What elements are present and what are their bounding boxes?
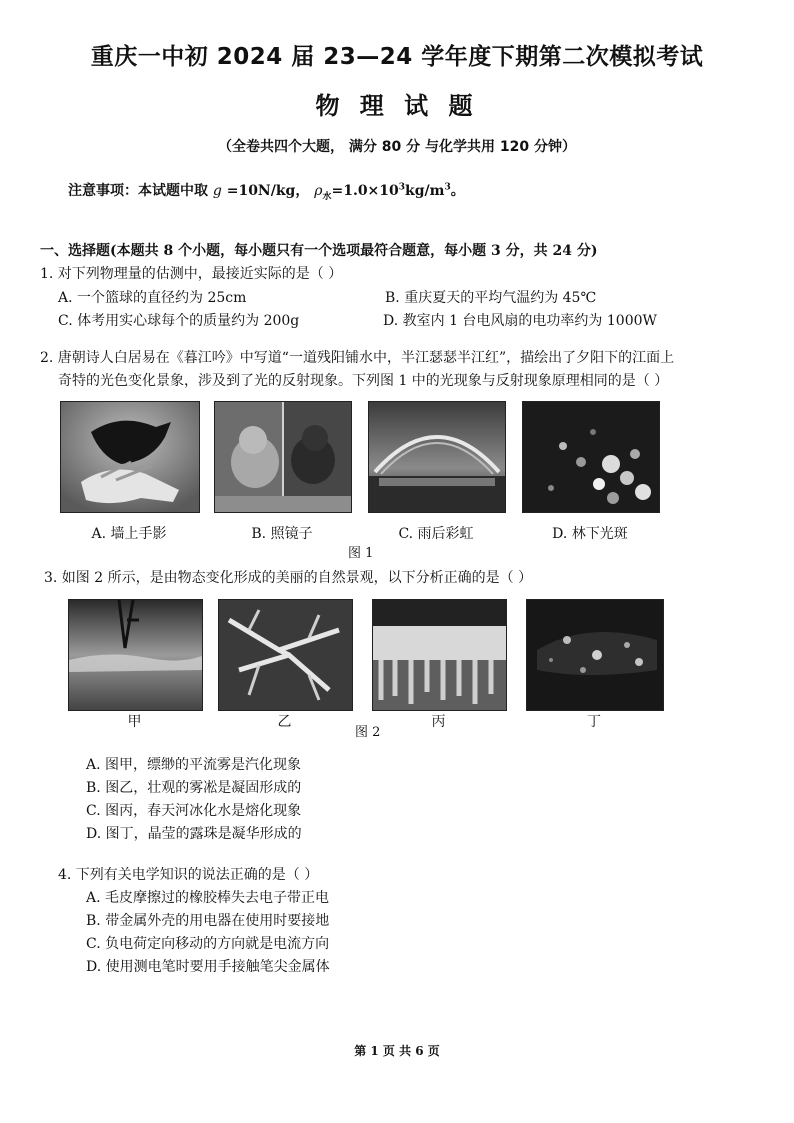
rime-photo	[218, 599, 353, 711]
question-2-stem-line1: 2. 唐朝诗人白居易在《暮江吟》中写道“一道残阳铺水中，半江瑟瑟半江红”，描绘出了夕阳下的江面上	[40, 350, 675, 366]
fig2-caption-ding: 丁	[587, 714, 601, 730]
question-1-stem: 1. 对下列物理量的估测中，最接近实际的是（ ）	[40, 266, 343, 282]
exam-info: （全卷共四个大题， 满分 80 分 与化学共用 120 分钟）	[218, 139, 576, 155]
exam-title: 重庆一中初 2024 届 23—24 学年度下期第二次模拟考试	[90, 44, 704, 70]
question-1-option-d: D. 教室内 1 台电风扇的电功率约为 1000W	[383, 313, 657, 329]
ice-melt-photo	[372, 599, 507, 711]
fig1-caption-a: A. 墙上手影	[91, 526, 167, 542]
fig1-caption-c: C. 雨后彩虹	[398, 526, 474, 542]
fig2-caption-jia: 甲	[127, 714, 142, 730]
fig1-caption-b: B. 照镜子	[251, 526, 313, 542]
section-heading: 一、选择题(本题共 8 个小题，每小题只有一个选项最符合题意，每小题 3 分，共 24 分)	[40, 243, 598, 259]
dog-mirror-photo	[214, 401, 352, 513]
question-3-stem: 3. 如图 2 所示，是由物态变化形成的美丽的自然景观，以下分析正确的是（ ）	[44, 570, 533, 586]
fig1-caption-d: D. 林下光斑	[552, 526, 628, 542]
fig2-caption-yi: 乙	[277, 714, 292, 730]
question-3-option-b: B. 图乙，壮观的雾凇是凝固形成的	[86, 780, 302, 796]
question-1-option-a: A. 一个篮球的直径约为 25cm	[58, 290, 247, 306]
light-spots-photo	[522, 401, 660, 513]
question-3-option-c: C. 图丙，春天河冰化水是熔化现象	[86, 803, 302, 819]
question-4-option-a: A. 毛皮摩擦过的橡胶棒失去电子带正电	[86, 890, 330, 906]
fig2-caption-bing: 丙	[431, 714, 446, 730]
question-1-option-b: B. 重庆夏天的平均气温约为 45℃	[385, 290, 597, 306]
question-1-option-c: C. 体考用实心球每个的质量约为 200g	[58, 313, 300, 329]
rainbow-photo	[368, 401, 506, 513]
question-4-option-d: D. 使用测电笔时要用手接触笔尖金属体	[86, 959, 330, 975]
notice: 注意事项：本试题中取 g =10N/kg， $\rho_水=1.0\times 10^3kg/m^3$。	[68, 182, 465, 202]
question-4-stem: 4. 下列有关电学知识的说法正确的是（ ）	[58, 867, 319, 883]
question-3-option-d: D. 图丁，晶莹的露珠是凝华形成的	[86, 826, 302, 842]
page-number: 第 1 页 共 6 页	[354, 1044, 440, 1058]
hand-shadow-photo	[60, 401, 200, 513]
figure-2-label: 图 2	[355, 725, 381, 740]
question-3-option-a: A. 图甲，缥缈的平流雾是汽化现象	[86, 757, 302, 773]
question-4-option-c: C. 负电荷定向移动的方向就是电流方向	[86, 936, 330, 952]
subject-title: 物 理 试 题	[315, 92, 479, 120]
figure-1-label: 图 1	[348, 546, 374, 561]
fog-photo	[68, 599, 203, 711]
dew-photo	[526, 599, 664, 711]
question-4-option-b: B. 带金属外壳的用电器在使用时要接地	[86, 913, 330, 929]
question-2-stem-line2: 奇特的光色变化景象，涉及到了光的反射现象。下列图 1 中的光现象与反射现象原理相同的是（ ）	[58, 373, 669, 389]
